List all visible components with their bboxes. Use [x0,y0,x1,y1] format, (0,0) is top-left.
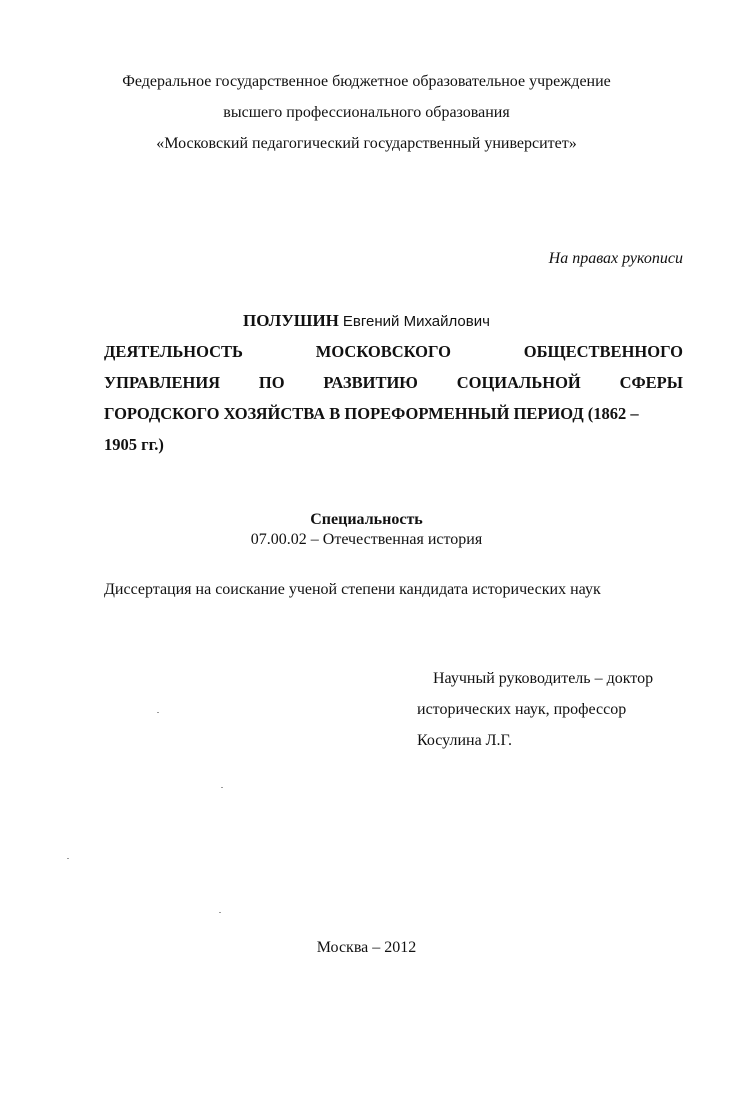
author-given-names: Евгений Михайлович [342,313,490,330]
scan-speck [219,912,221,913]
city-year: Москва – 2012 [316,939,417,956]
institution-line-3: «Московский педагогический государственный университет» [156,135,577,152]
title-word: ПО [258,373,285,392]
supervisor-line-2: исторических наук, профессор [417,701,627,718]
author-surname: ПОЛУШИН [243,311,339,330]
title-word: СФЕРЫ [619,373,683,392]
author-name [0,311,733,332]
title-word: ОБЩЕСТВЕННОГО [523,342,683,361]
dissertation-statement: Диссертация на соискание ученой степени кандидата исторических наук [104,581,601,598]
thesis-title-line-4: 1905 гг.) [104,435,164,454]
supervisor-line-1: Научный руководитель – доктор [433,670,654,687]
title-word: ДЕЯТЕЛЬНОСТЬ [104,342,243,361]
thesis-title-line-3: ГОРОДСКОГО ХОЗЯЙСТВА В ПОРЕФОРМЕННЫЙ ПЕРИОД (1862 – [104,404,639,423]
institution-line-2: высшего профессионального образования [223,104,510,121]
title-word: РАЗВИТИЮ [323,373,418,392]
institution-line-1: Федеральное государственное бюджетное образовательное учреждение [122,73,611,90]
thesis-title-line-1 [104,342,683,362]
scan-speck [157,712,159,713]
thesis-title-line-2 [104,373,683,393]
scan-speck [221,787,223,788]
specialty-value: 07.00.02 – Отечественная история [250,531,483,548]
scan-speck [67,858,69,859]
title-word: СОЦИАЛЬНОЙ [456,373,581,392]
title-word: МОСКОВСКОГО [315,342,451,361]
title-word: УПРАВЛЕНИЯ [104,373,221,392]
supervisor-line-3: Косулина Л.Г. [417,732,512,749]
manuscript-note: На правах рукописи [548,250,683,267]
specialty-label: Специальность [310,511,423,528]
